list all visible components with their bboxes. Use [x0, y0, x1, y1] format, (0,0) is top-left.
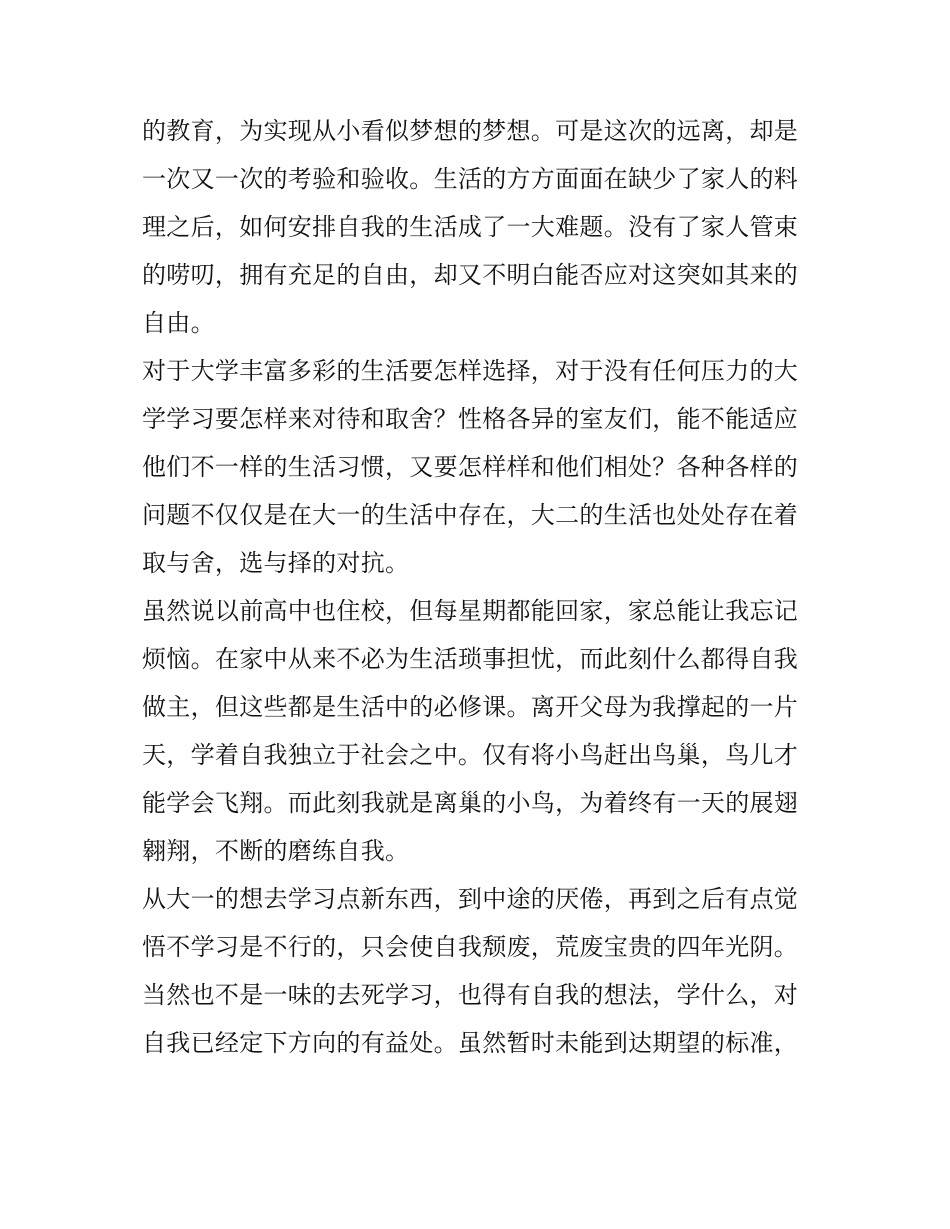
- paragraph-3: [142, 587, 814, 875]
- paragraph-4: [142, 875, 814, 1067]
- text-line: 取与舍，选与择的对抗。: [142, 549, 410, 577]
- text-line: 一次又一次的考验和验收。生活的方方面面在缺少了家人的料: [142, 165, 799, 193]
- text-line: 理之后，如何安排自我的生活成了一大难题。没有了家人管束: [142, 213, 799, 241]
- paragraph-2: [142, 347, 814, 587]
- text-line: 虽然说以前高中也住校，但每星期都能回家，家总能让我忘记: [142, 597, 799, 625]
- text-line: 自由。: [142, 309, 215, 337]
- text-line: 做主，但这些都是生活中的必修课。离开父母为我撑起的一片: [142, 693, 799, 721]
- text-line: 悟不学习是不行的，只会使自我颓废，荒废宝贵的四年光阴。: [142, 933, 799, 961]
- text-line: 能学会飞翔。而此刻我就是离巢的小鸟，为着终有一天的展翅: [142, 789, 799, 817]
- text-line: 学学习要怎样来对待和取舍？性格各异的室友们，能不能适应: [142, 405, 799, 433]
- body-text: [142, 107, 814, 1067]
- text-line: 自我已经定下方向的有益处。虽然暂时未能到达期望的标准，: [142, 1029, 799, 1057]
- text-line: 他们不一样的生活习惯，又要怎样样和他们相处？各种各样的: [142, 453, 799, 481]
- text-line: 问题不仅仅是在大一的生活中存在，大二的生活也处处存在着: [142, 501, 799, 529]
- text-line: 的教育，为实现从小看似梦想的梦想。可是这次的远离，却是: [142, 117, 799, 145]
- text-line: 从大一的想去学习点新东西，到中途的厌倦，再到之后有点觉: [142, 885, 799, 913]
- text-line: 翱翔，不断的磨练自我。: [142, 837, 410, 865]
- text-line: 天，学着自我独立于社会之中。仅有将小鸟赶出鸟巢，鸟儿才: [142, 741, 799, 769]
- text-line: 对于大学丰富多彩的生活要怎样选择，对于没有任何压力的大: [142, 357, 799, 385]
- text-line: 烦恼。在家中从来不必为生活琐事担忧，而此刻什么都得自我: [142, 645, 799, 673]
- text-line: 的唠叨，拥有充足的自由，却又不明白能否应对这突如其来的: [142, 261, 799, 289]
- text-line: 当然也不是一味的去死学习，也得有自我的想法，学什么，对: [142, 981, 799, 1009]
- paragraph-1: [142, 107, 814, 347]
